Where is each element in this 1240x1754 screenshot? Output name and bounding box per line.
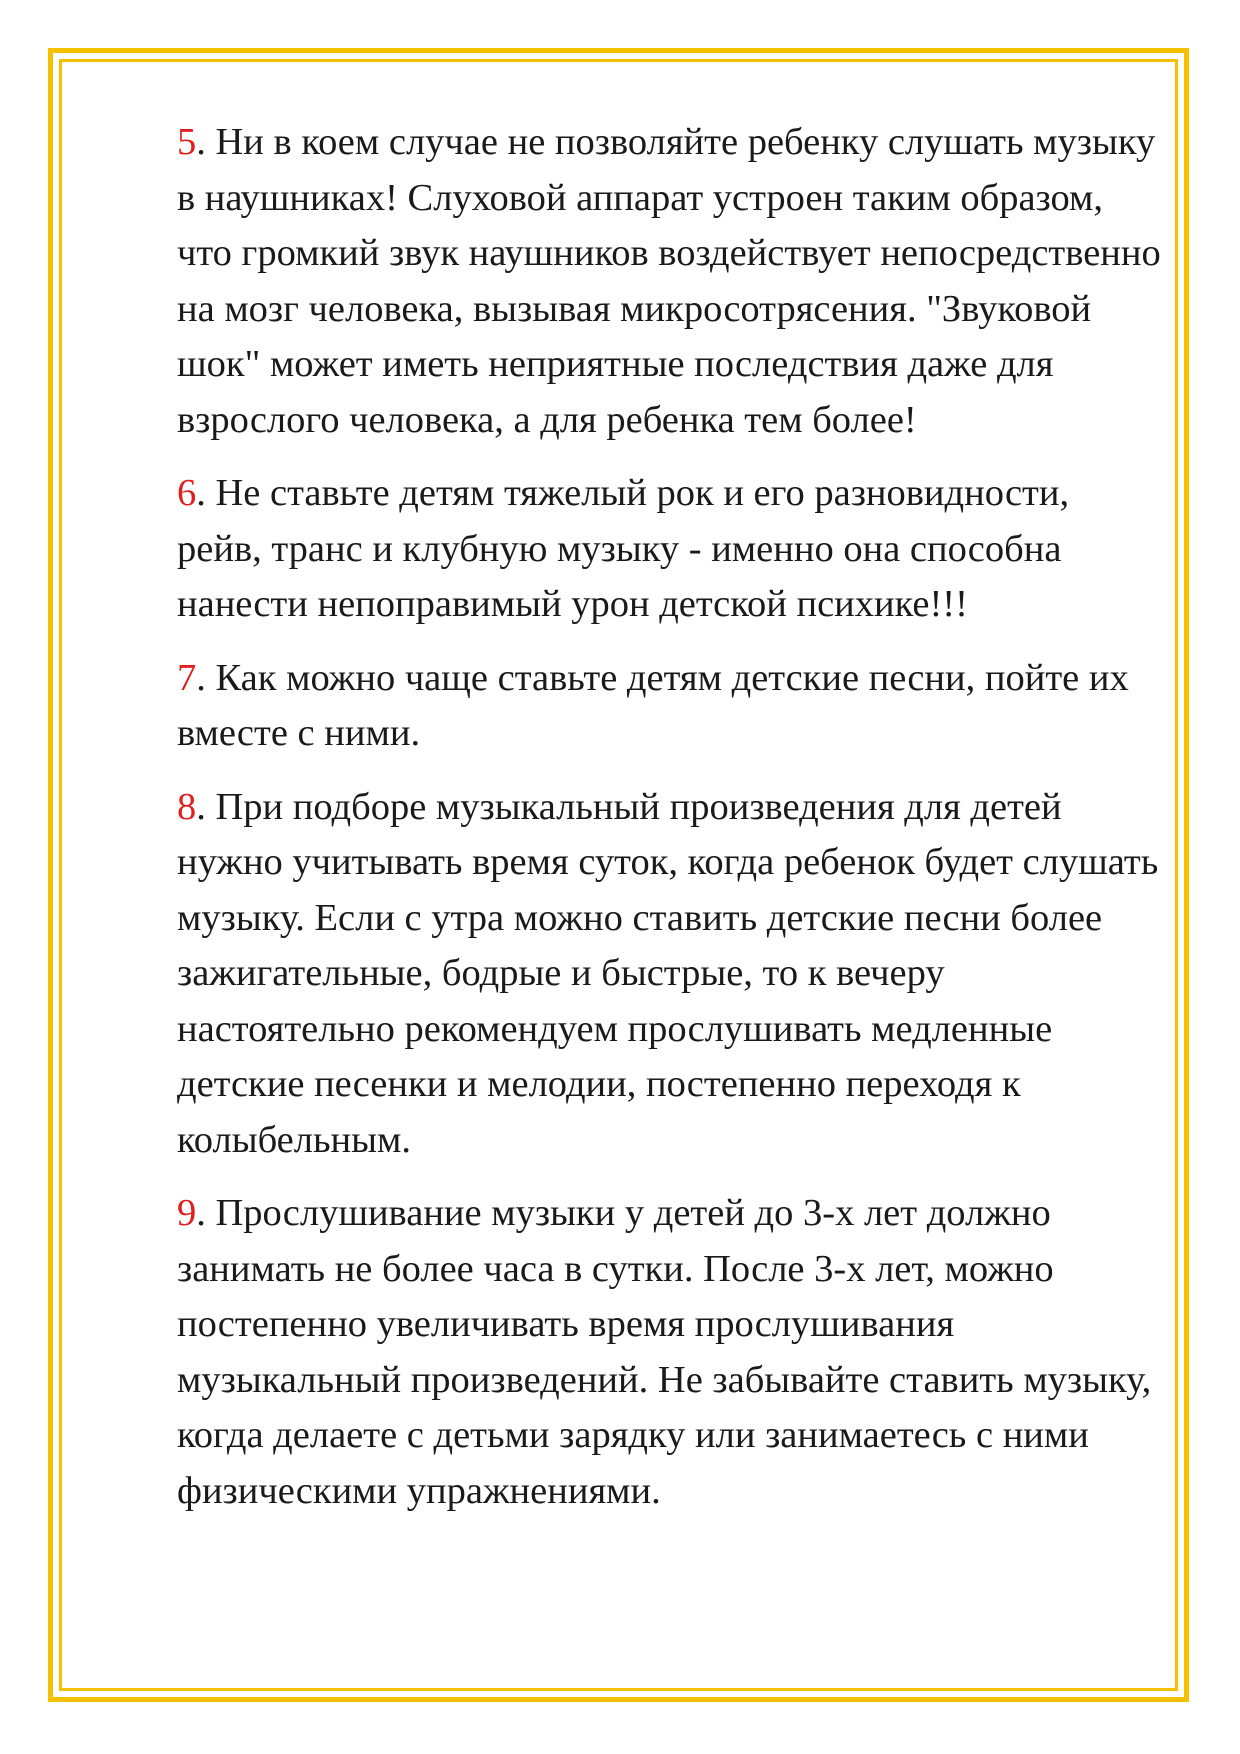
item-number: 9: [177, 1192, 197, 1234]
item-text: . Как можно чаще ставьте детям детские песни, пойте их вместе с ними.: [177, 656, 1129, 754]
list-item-5: [177, 115, 1162, 448]
document-body: [177, 115, 1162, 1537]
list-item-6: [177, 466, 1162, 633]
item-text: . При подборе музыкальный произведения для детей нужно учитывать время суток, когда ребенок будет слушать музыку. Если с утра можно ставить детские песни более зажигательные, бодрые и быстрые, то к вечеру настоятельно рекомендуем прослушивать медленные детские песенки и мелодии, постепенно переходя к колыбельным.: [177, 785, 1159, 1161]
item-text: . Ни в коем случае не позволяйте ребенку слушать музыку в наушниках! Слуховой аппарат устроен таким образом, что громкий звук наушников воздействует непосредственно на мозг человека, вызывая микросотрясения. "Звуковой шок" может иметь неприятные последствия даже для взрослого человека, а для ребенка тем более!: [177, 121, 1161, 441]
item-number: 7: [177, 656, 197, 699]
item-text: . Прослушивание музыки у детей до 3-х лет должно занимать не более часа в сутки. После 3-х лет, можно постепенно увеличивать время прослушивания музыкальный произведений. Не забывайте ставить музыку, когда делаете с детьми зарядку или занимаетесь с ними физическими упражнениями.: [177, 1192, 1152, 1512]
list-item-7: [177, 651, 1162, 762]
item-text: . Не ставьте детям тяжелый рок и его разновидности, рейв, транс и клубную музыку - именно она способна нанести непоправимый урон детской психике!!!: [177, 472, 1070, 625]
item-number: 8: [177, 785, 197, 828]
list-item-8: [177, 780, 1162, 1169]
item-number: 5: [177, 121, 197, 163]
item-number: 6: [177, 472, 197, 514]
list-item-9: [177, 1186, 1162, 1519]
